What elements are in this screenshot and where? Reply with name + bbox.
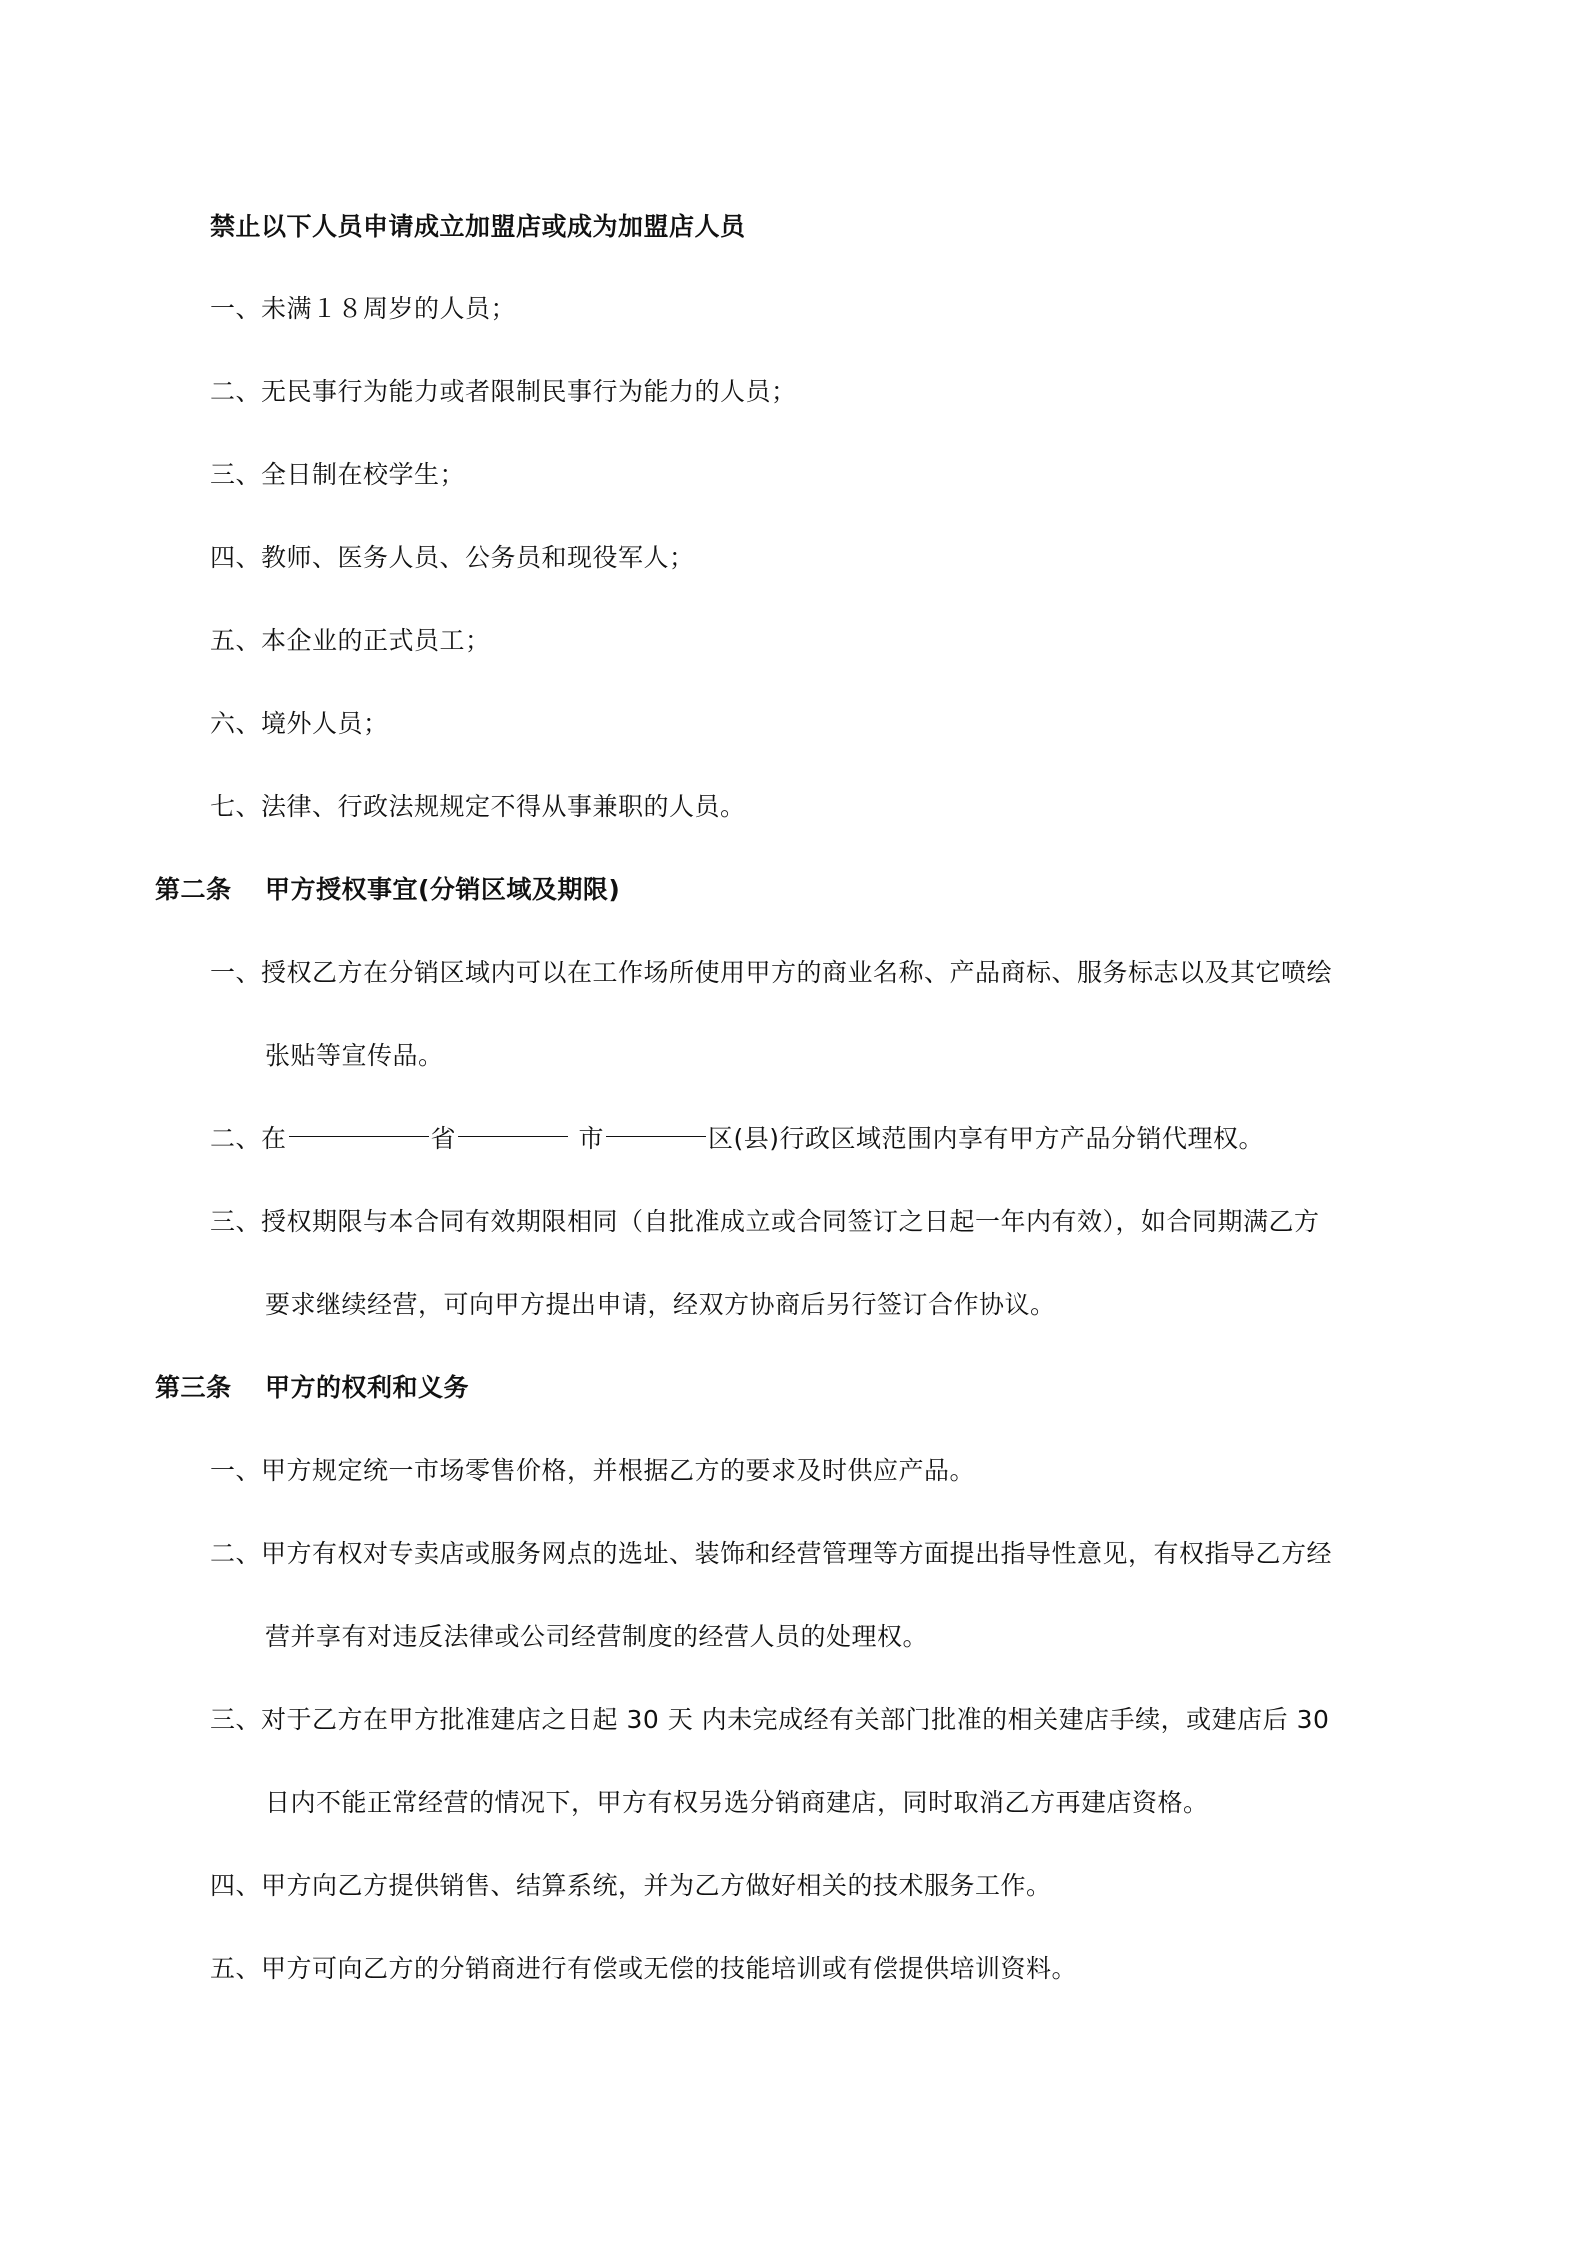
prohibited-item-1: 一、未满１８周岁的人员； <box>210 294 517 323</box>
section-heading-prohibited: 禁止以下人员申请成立加盟店或成为加盟店人员 <box>210 212 746 241</box>
article-2-item-2 <box>210 1122 1264 1156</box>
article-2-item-2-prefix: 二、在 <box>210 1124 287 1153</box>
article-3-title: 甲方的权利和义务 <box>265 1373 470 1402</box>
prohibited-item-3: 三、全日制在校学生； <box>210 460 466 489</box>
article-2-title: 甲方授权事宜(分销区域及期限) <box>265 875 621 904</box>
article-3-item-5: 五、甲方可向乙方的分销商进行有偿或无偿的技能培训或有偿提供培训资料。 <box>210 1954 1078 1983</box>
article-2-item-1-line-1: 一、授权乙方在分销区域内可以在工作场所使用甲方的商业名称、产品商标、服务标志以及其它喷绘 <box>210 958 1333 987</box>
prohibited-item-7: 七、法律、行政法规规定不得从事兼职的人员。 <box>210 792 746 821</box>
article-3-item-2-line-2: 营并享有对违反法律或公司经营制度的经营人员的处理权。 <box>265 1622 929 1651</box>
article-3-label: 第三条 <box>155 1373 232 1402</box>
district-blank <box>606 1136 706 1137</box>
province-label: 省 <box>430 1124 457 1153</box>
article-3-item-4: 四、甲方向乙方提供销售、结算系统，并为乙方做好相关的技术服务工作。 <box>210 1871 1052 1900</box>
article-3-item-3-line-2: 日内不能正常经营的情况下，甲方有权另选分销商建店，同时取消乙方再建店资格。 <box>265 1788 1209 1817</box>
prohibited-item-5: 五、本企业的正式员工； <box>210 626 491 655</box>
article-2-item-1-line-2: 张贴等宣传品。 <box>265 1041 444 1070</box>
prohibited-item-4: 四、教师、医务人员、公务员和现役军人； <box>210 543 695 572</box>
article-2-item-3-line-1: 三、授权期限与本合同有效期限相同（自批准成立或合同签订之日起一年内有效），如合同期满乙方 <box>210 1207 1320 1236</box>
city-label: 市 <box>578 1124 604 1153</box>
city-blank-a <box>458 1136 568 1137</box>
prohibited-item-2: 二、无民事行为能力或者限制民事行为能力的人员； <box>210 377 797 406</box>
article-3-item-3-line-1: 三、对于乙方在甲方批准建店之日起 30 天 内未完成经有关部门批准的相关建店手续，或建店后 30 <box>210 1705 1330 1734</box>
article-3-item-2-line-1: 二、甲方有权对专卖店或服务网点的选址、装饰和经营管理等方面提出指导性意见，有权指导乙方经 <box>210 1539 1333 1568</box>
province-blank <box>289 1136 429 1137</box>
article-2-item-3-line-2: 要求继续经营，可向甲方提出申请，经双方协商后另行签订合作协议。 <box>265 1290 1056 1319</box>
prohibited-item-6: 六、境外人员； <box>210 709 389 738</box>
article-2-item-2-suffix: 区(县)行政区域范围内享有甲方产品分销代理权。 <box>708 1124 1265 1153</box>
article-2-label: 第二条 <box>155 875 232 904</box>
article-3-item-1: 一、甲方规定统一市场零售价格，并根据乙方的要求及时供应产品。 <box>210 1456 976 1485</box>
